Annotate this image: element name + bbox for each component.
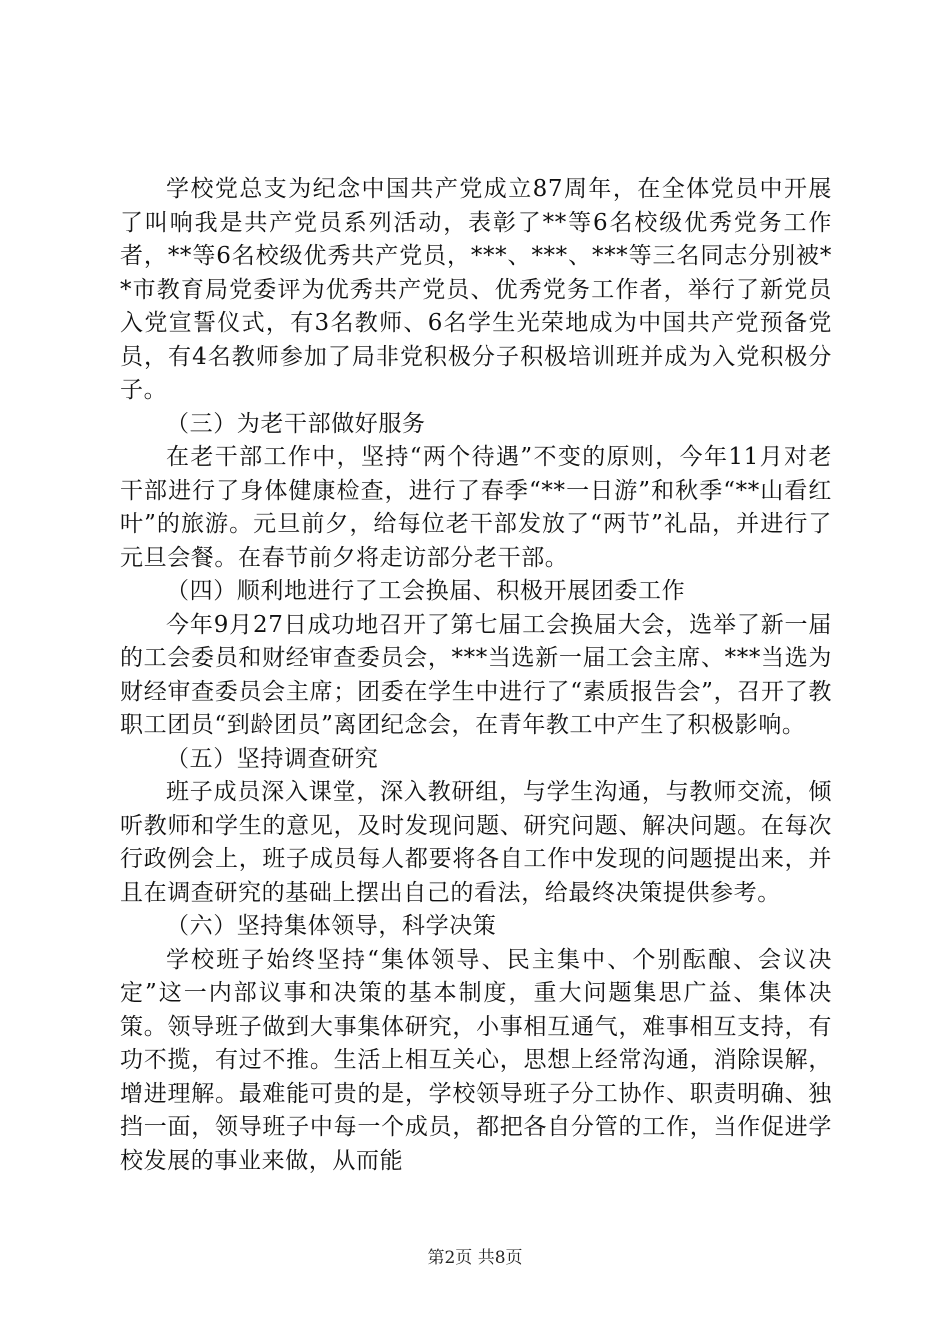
paragraph-party-activities: 学校党总支为纪念中国共产党成立87周年，在全体党员中开展了叫响我是共产党员系列活动，表彰了**等6名校级优秀党务工作者，**等6名校级优秀共产党员，***、***、***等三名同志分别被**市教育局党委评为优秀共产党员、优秀党务工作者，举行了新党员入党宣誓仪式，有3名教师、6名学生光荣地成为中国共产党预备党员，有4名教师参加了局非党积极分子积极培训班并成为入党积极分子。 (120, 176, 832, 403)
paragraph-collective-leadership: 学校班子始终坚持“集体领导、民主集中、个别酝酿、会议决定”这一内部议事和决策的基本制度，重大问题集思广益、集体决策。领导班子做到大事集体研究，小事相互通气，难事相互支持，有功不揽，有过不推。生活上相互关心，思想上经常沟通，消除误解，增进理解。最难能可贵的是，学校领导班子分工协作、职责明确、独挡一面，领导班子中每一个成员，都把各自分管的工作，当作促进学校发展的事业来做，从而能 (120, 946, 832, 1174)
paragraph-union-league: 今年9月27日成功地召开了第七届工会换届大会，选举了新一届的工会委员和财经审查委员会，***当选新一届工会主席、***当选为财经审查委员会主席；团委在学生中进行了“素质报告会”，召开了教职工团员“到龄团员”离团纪念会，在青年教工中产生了积极影响。 (120, 611, 832, 738)
paragraph-veteran-cadres: 在老干部工作中，坚持“两个待遇”不变的原则，今年11月对老干部进行了身体健康检查，进行了春季“**一日游”和秋季“**山看红叶”的旅游。元旦前夕，给每位老干部发放了“两节”礼品，并进行了元旦会餐。在春节前夕将走访部分老干部。 (120, 444, 832, 571)
section-heading-veteran-cadres: （三）为老干部做好服务 (166, 410, 426, 437)
section-heading-collective-leadership: （六）坚持集体领导，科学决策 (166, 913, 497, 939)
section-heading-union-league: （四）顺利地进行了工会换届、积极开展团委工作 (166, 578, 686, 604)
document-body (120, 173, 832, 1178)
paragraph-research: 班子成员深入课堂，深入教研组，与学生沟通，与教师交流，倾听教师和学生的意见，及时发现问题、研究问题、解决问题。在每次行政例会上，班子成员每人都要将各自工作中发现的问题提出来，并且在调查研究的基础上摆出自己的看法，给最终决策提供参考。 (120, 779, 832, 906)
section-heading-research: （五）坚持调查研究 (166, 745, 379, 772)
page-number-footer: 第2页 共8页 (427, 1248, 523, 1268)
